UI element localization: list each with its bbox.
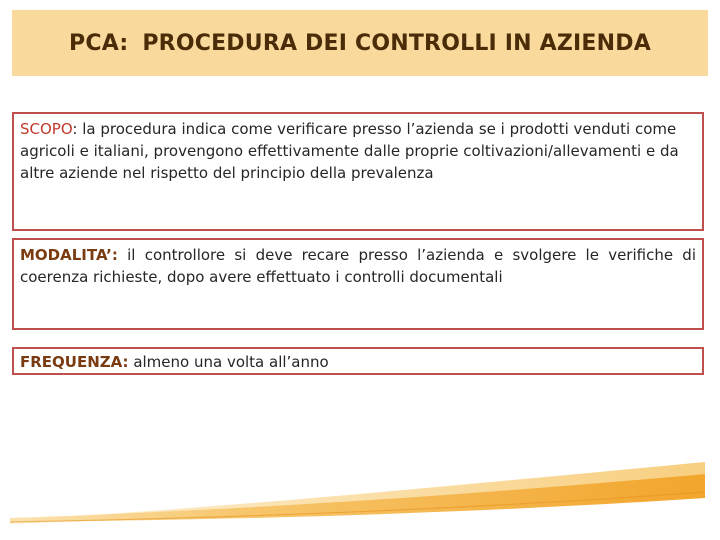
scope-label: SCOPO — [20, 120, 73, 138]
scope-box — [12, 112, 704, 231]
frequency-box — [12, 347, 704, 375]
frequency-text: almeno una volta all’anno — [128, 353, 329, 371]
modality-text: il controllore si deve recare presso l’azienda e svolgere le verifiche di coerenza richieste, dopo avere effettuato i controlli documentali — [20, 246, 696, 286]
footer-swoosh-decoration — [0, 458, 720, 540]
modality-box — [12, 238, 704, 330]
scope-separator: : — [72, 120, 83, 138]
title-main: PROCEDURA DEI CONTROLLI IN AZIENDA — [142, 30, 651, 56]
title-banner — [12, 10, 708, 76]
title-prefix: PCA: — [69, 30, 129, 56]
scope-text: la procedura indica come verificare presso l’azienda se i prodotti venduti come agricoli e italiani, provengono effettivamente dalle proprie coltivazioni/allevamenti e da altre aziende nel rispetto del principio della prevalenza — [20, 120, 679, 182]
modality-label: MODALITA’: — [20, 246, 118, 264]
frequency-label: FREQUENZA: — [20, 353, 129, 371]
page-title — [69, 31, 651, 56]
